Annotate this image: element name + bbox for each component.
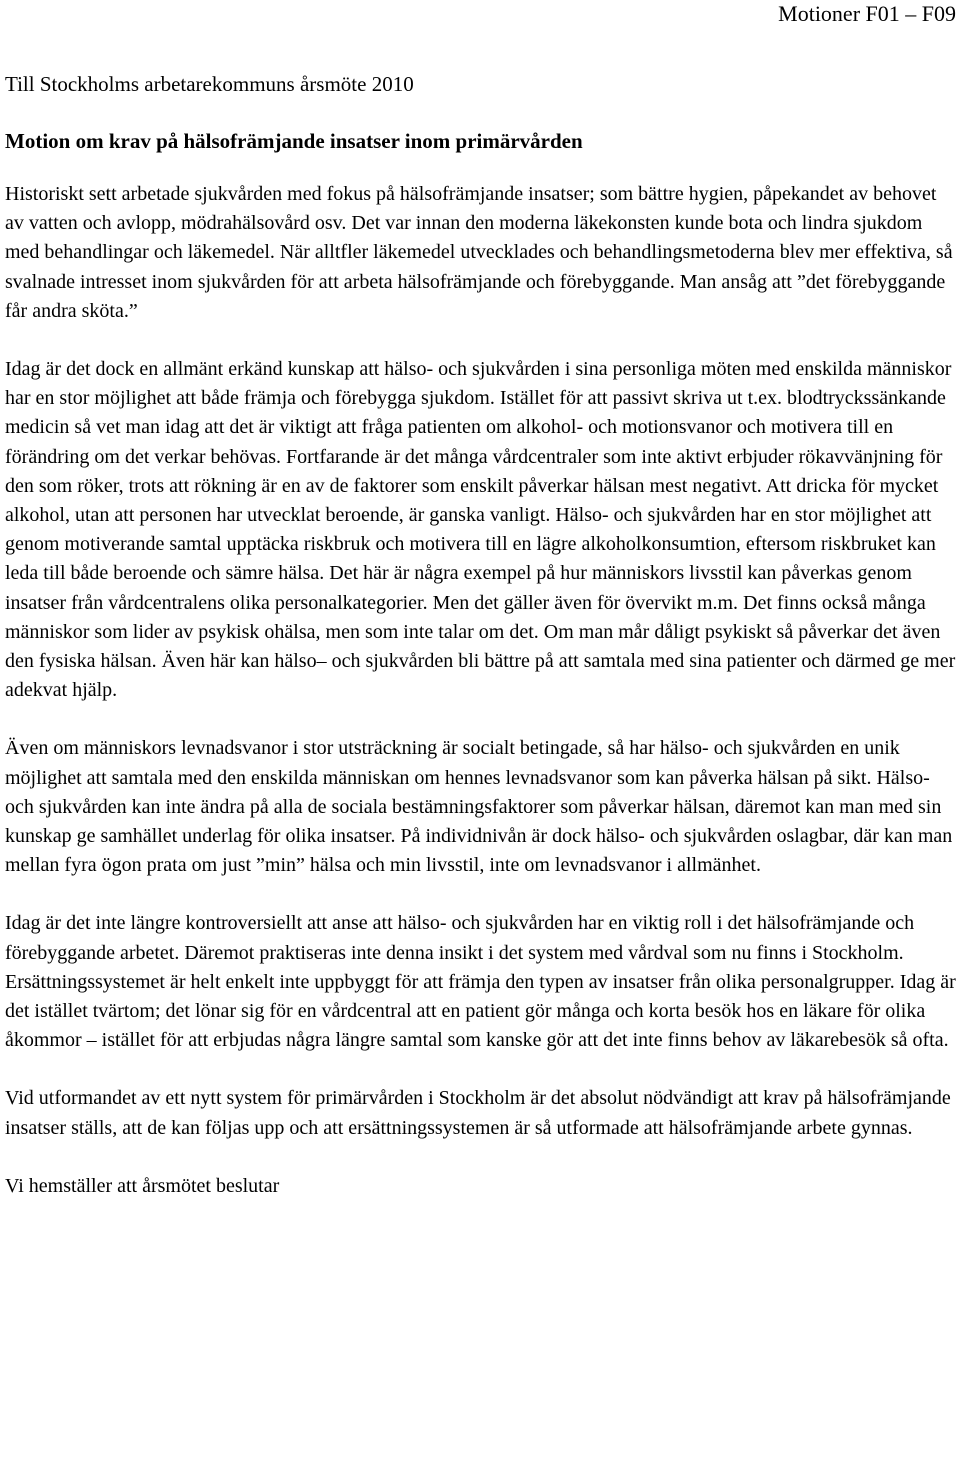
paragraph-today: Idag är det dock en allmänt erkänd kunskap att hälso- och sjukvården i sina personliga möten med enskilda människor har en stor möjlighet att både främja och förebygga sjukdom. Istället för att passivt skriva ut t.ex. blodtryckssänkande medicin så vet man idag att det är viktigt att fråga patienten om alkohol- och motionsvanor och motivera till en förändring om det verkar behövas. Fortfarande är det många vårdcentraler som inte aktivt erbjuder rökavvänjning för den som röker, trots att rökning är en av de faktorer som enskilt påverkar hälsan mest negativt. Att dricka för mycket alkohol, utan att personen har utvecklat beroende, är ganska vanligt. Hälso- och sjukvården har en stor möjlighet att genom motiverande samtal upptäcka riskbruk och motivera till en lägre alkoholkonsumtion, eftersom riskbruket kan leda till både beroende och sämre hälsa. Det här är några exempel på hur människors livsstil kan påverkas genom insatser från vårdcentralens olika personalkategorier. Men det gäller även för övervikt m.m. Det finns också många människor som lider av psykisk ohälsa, men som inte talar om det. Om man mår dåligt psykiskt så påverkar det även den fysiska hälsan. Även här kan hälso– och sjukvården bli bättre på att samtala med sina patienter och därmed ge mer adekvat hjälp. xyxy=(5,358,956,702)
addressee-line: Till Stockholms arbetarekommuns årsmöte 2010 xyxy=(5,72,414,96)
paragraph-history: Historiskt sett arbetade sjukvården med fokus på hälsofrämjande insatser; som bättre hygien, påpekandet av behovet av vatten och avlopp, mödrahälsovård osv. Det var innan den moderna läkekonsten kunde bota och lindra sjukdom med behandlingar och läkemedel. När alltfler läkemedel utvecklades och behandlingsmetoderna blev mer effektiva, så svalnade intresset inom sjukvården för att arbeta hälsofrämjande och förebyggande. Man ansåg att ”det förebyggande får andra sköta.” xyxy=(5,183,953,322)
closing-line: Vi hemställer att årsmötet beslutar xyxy=(5,1174,280,1197)
paragraph-requirement: Vid utformandet av ett nytt system för primärvården i Stockholm är det absolut nödvändigt att krav på hälsofrämjande insatser ställs, att de kan följas upp och att ersättningssystemen är så utformade att hälsofrämjande arbete gynnas. xyxy=(5,1087,951,1139)
paragraph-system: Idag är det inte längre kontroversiellt att anse att hälso- och sjukvården har en viktig roll i det hälsofrämjande och förebyggande arbetet. Däremot praktiseras inte denna insikt i det system med vårdval som nu finns i Stockholm. Ersättningssystemet är helt enkelt inte uppbyggt för att främja den typen av insatser från olika personalgrupper. Idag är det istället tvärtom; det lönar sig för en vårdcentral att en patient gör många och korta besök hos en läkare för olika åkommor – istället för att erbjudas några längre samtal som kanske gör att det inte finns behov av läkarebesök så ofta. xyxy=(5,912,956,1052)
document-body xyxy=(5,70,957,1201)
paragraph-lifestyle: Även om människors levnadsvanor i stor utsträckning är socialt betingade, så har hälso- och sjukvården en unik möjlighet att samtala med den enskilda människan om hennes levnadsvanor som kan påverka hälsan på sikt. Hälso- och sjukvården kan inte ändra på alla de sociala bestämningsfaktorer som påverkar hälsan, däremot kan man med sin kunskap ge samhället underlag för olika insatser. På individnivån är dock hälso- och sjukvården oslagbar, där kan man mellan fyra ögon prata om just ”min” hälsa och min livsstil, inte om levnadsvanor i allmänhet. xyxy=(5,737,953,877)
motion-title: Motion om krav på hälsofrämjande insatser inom primärvården xyxy=(5,129,583,153)
document-reference: Motioner F01 – F09 xyxy=(778,1,956,26)
